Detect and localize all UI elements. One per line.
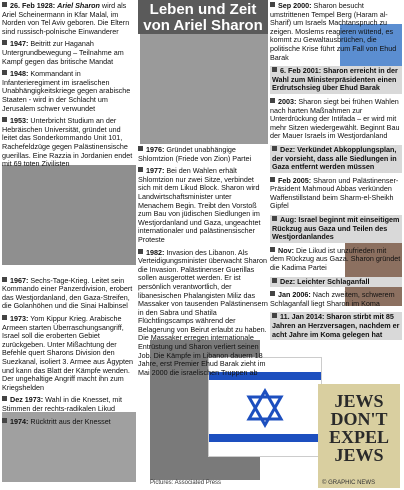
entry-text: Bei den Wahlen erhält Shlomtzion nur zwei Sitze, verbindet sich mit dem Likud Block. Sharon wird Landwirtschaftsminister unter Menachem Begin. Treibt den Vorstoß zum Bau von jüdischen Siedlungen im Westjordanland und Gaza, ungeachtet internationaler und palästinensischer Proteste bbox=[138, 166, 261, 244]
page-title bbox=[138, 0, 268, 34]
entry-text: Sharon besucht umstrittenen Tempel Berg (Haram al-Sharif) um Israels Machtanspruch zu zeigen. Moslems reagieren wütend, es kommt zu Gewaltausbrüchen, die politische Krise führt zum Fall von Ehud Barak bbox=[270, 1, 397, 62]
entry-text: Unterbricht Studium an der Hebräischen Universität, gründet und leitet das Sonderkommando Unit 101, Rachefeldzüge gegen Palästinensische guerillas. Eine Razzia in Jordanien endet mit 69 toten Zivilisten bbox=[2, 116, 133, 169]
entry-text: Sechs-Tage-Krieg. Leitet sein Kommando einer Panzerdivision, erobert das Westjordanland, den Gaza-Streifen, die Golanhöhen und die Sinai Halbinsel bbox=[2, 275, 133, 311]
bullet-icon bbox=[2, 2, 7, 7]
entry-date: 1947: bbox=[10, 39, 29, 49]
entry-date: Aug: bbox=[280, 215, 297, 225]
entry-text: Verkündet Abkopplungsplan, der vorsieht, dass alle Siedlungen in Gaza entfernt werden müssen bbox=[272, 144, 397, 172]
entry-date: Dez 1973: bbox=[10, 395, 44, 405]
timeline-entry bbox=[2, 315, 136, 392]
bullet-icon bbox=[270, 177, 275, 182]
entry-text: Sharon erreicht in der Wahl zum Ministerpräsidenten einen Erdrutschsieg über Ehud Barak bbox=[272, 66, 398, 93]
left-column bbox=[2, 0, 136, 430]
timeline-entry bbox=[270, 291, 402, 308]
entry-text: Yom Kippur Krieg. Arabische Armeen starten Überraschungsangriff, Israel soll die eroberten Gebiet zurückgeben. Unter Mißachtung der Befehle quert Sharons Division den Suezkanal, isoliert 3. Armee aus Ägypten und kann das Blatt der Kämpfe wenden. Der ungehaltige Angriff macht ihn zum Kriegshelden bbox=[2, 314, 134, 392]
timeline-entry bbox=[138, 167, 268, 244]
timeline-entry bbox=[270, 177, 402, 211]
entry-text: Sharon stirbt mit 85 Jahren an Herzversagen, nachdem er acht Jahre im Koma gelegen hat bbox=[272, 312, 400, 339]
source-credit: © GRAPHIC NEWS bbox=[322, 480, 376, 487]
entry-date: 1976: bbox=[146, 145, 165, 154]
entry-date: 1974: bbox=[10, 416, 29, 426]
entry-text: Rücktritt aus der Knesset bbox=[28, 416, 111, 426]
timeline-entry bbox=[2, 40, 136, 66]
timeline-entry bbox=[2, 396, 136, 413]
bullet-icon bbox=[2, 70, 7, 75]
entry-text: Sharon siegt bei frühen Wahlen nach harten Maßnahmen zur Unterdrückung der Intifada – er wird mit mehr Sitzen wiedergewählt. Beginnt Bau der Mauer Israels im Westjordanland bbox=[270, 96, 400, 141]
entry-date: Sep 2000: bbox=[278, 1, 312, 10]
entry-text: Die Likud ist unzufrieden mit dem Rückzug aus Gaza. Sharon gründet die Kadima Partei bbox=[270, 245, 401, 273]
protest-sign bbox=[318, 384, 400, 488]
right-column bbox=[270, 0, 402, 344]
bullet-icon bbox=[272, 67, 277, 72]
entry-date: 26. Feb 1928: bbox=[10, 1, 56, 10]
bullet-icon bbox=[2, 40, 7, 45]
entry-date: 1977: bbox=[146, 166, 165, 176]
timeline-entry bbox=[2, 2, 136, 36]
entry-date: Dez: bbox=[280, 276, 296, 286]
entry-date: 1967: bbox=[10, 275, 29, 285]
bullet-icon bbox=[2, 418, 7, 423]
timeline-entry bbox=[270, 145, 402, 173]
bullet-icon bbox=[272, 216, 277, 221]
entry-date: 11. Jan 2014: bbox=[280, 312, 325, 322]
portrait-photo bbox=[140, 34, 268, 144]
middle-column bbox=[138, 146, 268, 381]
entry-date: 2003: bbox=[278, 96, 297, 106]
timeline-entry bbox=[2, 70, 136, 113]
timeline-entry bbox=[138, 146, 268, 163]
entry-text: Gründet unabhängige Shlomtzion (Friede von Zion) Partei bbox=[138, 145, 252, 163]
entry-text: Leichter Schlaganfall bbox=[295, 276, 370, 286]
entry-date: 1953: bbox=[10, 116, 29, 126]
entry-text: Sharon und Palästinenser-Präsident Mahmoud Abbas verkünden Waffenstillstand beim Sharm-el-Sheikh Gipfel bbox=[270, 175, 399, 211]
entry-date: Jan 2006: bbox=[278, 290, 311, 300]
entry-name: Ariel Sharon bbox=[57, 1, 100, 10]
entry-text: Wahl in die Knesset, mit Stimmen der rechts-radikalen Likud bbox=[2, 395, 122, 413]
bullet-icon bbox=[138, 167, 143, 172]
entry-text: Invasion des Libanon. Als Verteidigungsminister überwacht Sharon die Invasion. Palästinenser Guerillas sollen ausgerottet werden. Er ist persönlich verantwortlich, der libanesischen Phalangisten Miliz das Massaker von tausenden Palästinensern in den Sabra und Shatila Flüchtlingscamps während der Belagerung von Beirut erlaubt zu haben. Die Massaker erregen internationale Entrüstung und Sharon verliert seinen Job. Die Kämpfe im Libanon dauern 18 Jahre, erst Premier Ehud Barak zieht im Mai 2000 die israelischen Truppen ab bbox=[138, 247, 268, 377]
entry-text: Beitritt zur Haganah Untergrundbewegung – Teilnahme am Kampf gegen das britische Mandat bbox=[2, 39, 124, 66]
entry-text: wird als Ariel Scheinermann in Kfar Malal, im Norden von Tel Aviv geboren. Die Eltern sind russisch-polnische Einwanderer bbox=[2, 1, 130, 36]
entry-date: Nov: bbox=[278, 245, 294, 255]
timeline-entry bbox=[270, 215, 402, 243]
timeline-entry bbox=[2, 418, 136, 427]
sign-text: JEWS DON'T EXPEL JEWS bbox=[328, 391, 389, 465]
entry-date: 1982: bbox=[146, 247, 165, 257]
bullet-icon bbox=[138, 146, 143, 151]
bullet-icon bbox=[2, 396, 7, 401]
timeline-entry bbox=[2, 117, 136, 169]
timeline-entry bbox=[138, 249, 268, 378]
bullet-icon bbox=[272, 146, 277, 151]
entry-date: 1948: bbox=[10, 69, 29, 79]
bullet-icon bbox=[270, 98, 275, 103]
timeline-entry bbox=[270, 66, 402, 94]
bullet-icon bbox=[270, 291, 275, 296]
entry-text: Nach zweitem, schwerem Schlaganfall liegt Sharon im Koma bbox=[270, 290, 395, 308]
bullet-icon bbox=[2, 277, 7, 282]
entry-date: Dez: bbox=[280, 144, 296, 154]
bullet-icon bbox=[272, 313, 277, 318]
entry-date: Feb 2005: bbox=[278, 175, 312, 185]
pictures-credit: Pictures: Associated Press bbox=[150, 480, 222, 487]
bullet-icon bbox=[2, 315, 7, 320]
bullet-icon bbox=[272, 278, 277, 283]
title-text: Leben und Zeit von Ariel Sharon bbox=[143, 1, 263, 34]
timeline-entry bbox=[270, 312, 402, 340]
entry-date: 1973: bbox=[10, 314, 29, 324]
timeline-entry bbox=[270, 277, 402, 288]
timeline-entry bbox=[270, 247, 402, 273]
bullet-icon bbox=[138, 249, 143, 254]
entry-text: Kommandant in Infanterieregiment im israelischen Unabhängigkeitskriege gegen arabische Staaten - wird in der Schlacht um Jerusalem schwer verwundet bbox=[2, 69, 131, 113]
timeline-entry bbox=[270, 98, 402, 141]
timeline-entry bbox=[270, 2, 402, 62]
bullet-icon bbox=[270, 247, 275, 252]
bullet-icon bbox=[270, 2, 275, 7]
entry-text: Israel beginnt mit einseitigem Rückzug aus Gaza und Teilen des Westjordanlandes bbox=[272, 215, 400, 242]
bullet-icon bbox=[2, 117, 7, 122]
timeline-entry bbox=[2, 277, 136, 311]
entry-date: 6. Feb 2001: bbox=[280, 66, 322, 76]
